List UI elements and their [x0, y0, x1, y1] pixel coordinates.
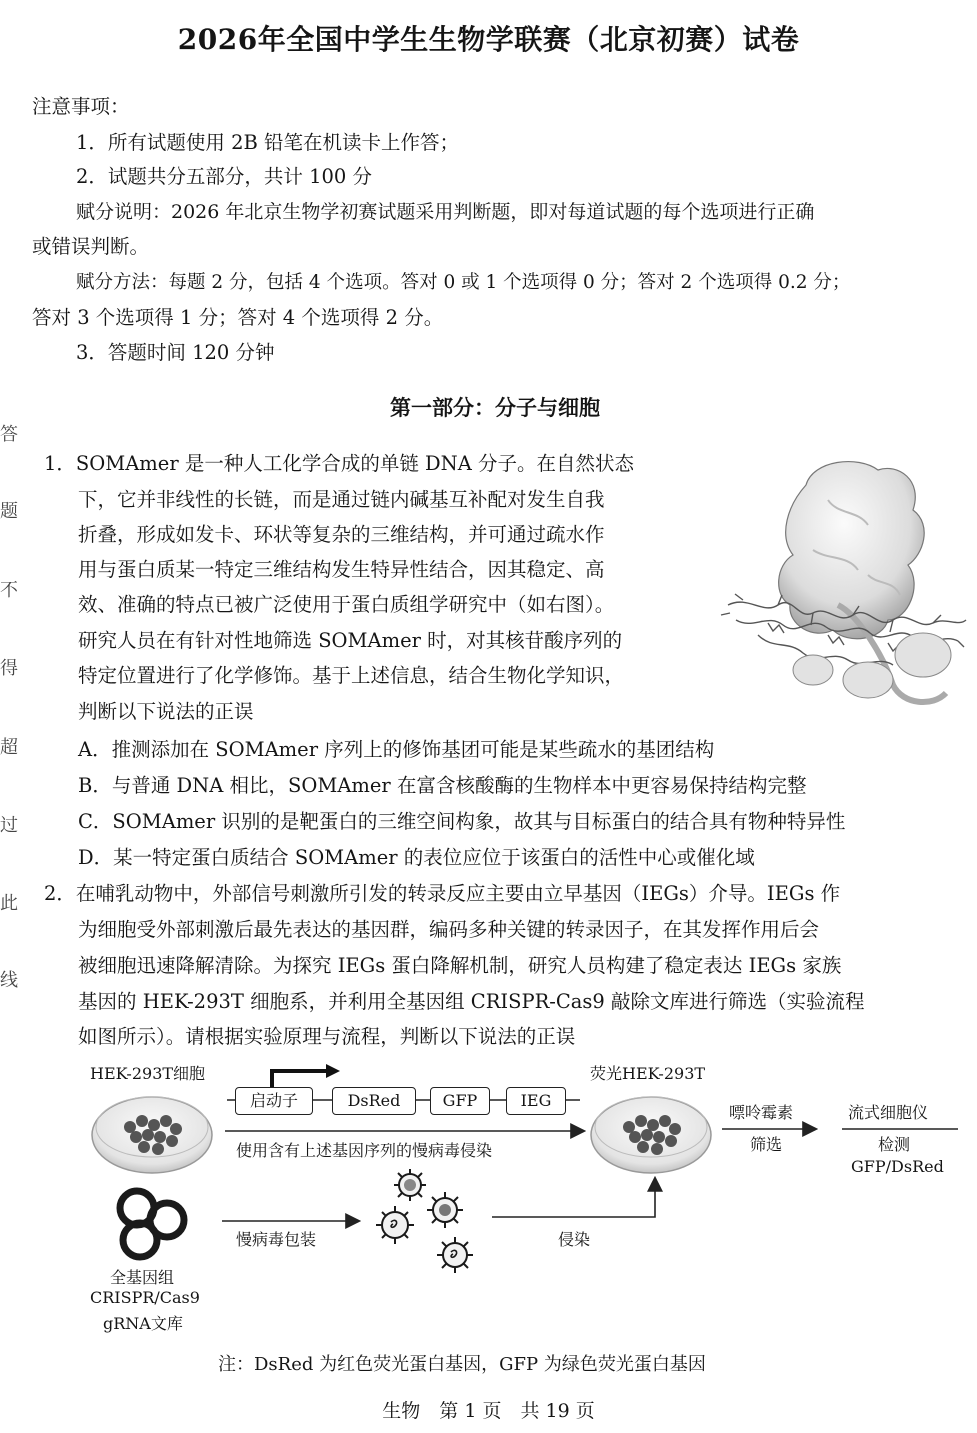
q1-line: 判断以下说法的正误: [78, 700, 254, 723]
gene-box-ieg: IEG: [506, 1087, 566, 1115]
experiment-flow-diagram: [0, 1055, 977, 1345]
gene-box-promoter: 启动子: [235, 1087, 313, 1115]
q2-line: 如图所示）。请根据实验原理与流程，判断以下说法的正误: [78, 1025, 576, 1048]
q1-line: 折叠，形成如发卡、环状等复杂的三维结构，并可通过疏水作: [78, 523, 605, 546]
q1-option-b: B．与普通 DNA 相比，SOMAmer 在富含核酸酶的生物样本中更容易保持结构完整: [78, 774, 807, 797]
somamer-protein-figure: [718, 455, 970, 717]
q1-option-c: C．SOMAmer 识别的是靶蛋白的三维空间构象，故其与目标蛋白的结合具有物种特异性: [78, 810, 846, 833]
q2-line: 基因的 HEK-293T 细胞系，并利用全基因组 CRISPR-Cas9 敲除文库进行筛选（实验流程: [78, 990, 865, 1013]
q2-line: 被细胞迅速降解清除。为探究 IEGs 蛋白降解机制，研究人员构建了稳定表达 IEGs 家族: [78, 954, 842, 977]
margin-char: 此: [0, 893, 18, 914]
q1-line: 下，它并非线性的长链，而是通过链内碱基互补配对发生自我: [78, 488, 605, 511]
notice-heading: 注意事项：: [32, 95, 130, 118]
library-label-1: 全基因组: [110, 1268, 175, 1287]
q1-line: 用与蛋白质某一特定三维结构发生特异性结合，因其稳定、高: [78, 558, 605, 581]
flow-label-1: 流式细胞仪: [848, 1103, 929, 1122]
q2-line: 为细胞受外部刺激后最先表达的基因群，编码多种关键的转录因子，在其发挥作用后会: [78, 918, 820, 941]
library-label-2: CRISPR/Cas9: [90, 1288, 200, 1307]
scoring-method-line1: 赋分方法：每题 2 分，包括 4 个选项。答对 0 或 1 个选项得 0 分；答对 2 个选项得 0.2 分；: [76, 272, 851, 293]
q1-option-a: A．推测添加在 SOMAmer 序列上的修饰基团可能是某些疏水的基团结构: [78, 738, 715, 761]
page-footer: 生物 第 1 页 共 19 页: [382, 1400, 595, 1422]
margin-char: 答: [0, 424, 18, 445]
lentivirus-icon: [376, 1169, 473, 1273]
margin-char: 超: [0, 737, 18, 758]
notice-item-2: 2．试题共分五部分，共计 100 分: [76, 165, 373, 188]
margin-char: 得: [0, 658, 18, 679]
scoring-desc-line2: 或错误判断。: [32, 235, 150, 258]
page-title: 2026年全国中学生生物学联赛（北京初赛）试卷: [177, 23, 800, 56]
infect-label: 使用含有上述基因序列的慢病毒侵染: [236, 1141, 493, 1160]
q1-line: 特定位置进行了化学修饰。基于上述信息，结合生物化学知识，: [78, 664, 625, 687]
fluor-cell-label: 荧光HEK-293T: [590, 1064, 706, 1083]
notice-item-1: 1．所有试题使用 2B 铅笔在机读卡上作答；: [76, 131, 460, 154]
cell-dish-icon: [92, 1097, 212, 1173]
q1-line: 1．SOMAmer 是一种人工化学合成的单链 DNA 分子。在自然状态: [44, 452, 635, 475]
q1-line: 研究人员在有针对性地筛选 SOMAmer 时，对其核苷酸序列的: [78, 629, 623, 652]
q1-option-d: D．某一特定蛋白质结合 SOMAmer 的表位应位于该蛋白的活性中心或催化域: [78, 846, 755, 869]
gene-box-dsred: DsRed: [332, 1087, 416, 1115]
flow-label-3: GFP/DsRed: [851, 1157, 944, 1176]
fluorescent-dish-icon: [591, 1097, 711, 1173]
scoring-method-line2: 答对 3 个选项得 1 分；答对 4 个选项得 2 分。: [32, 306, 444, 329]
section-title: 第一部分：分子与细胞: [390, 395, 600, 420]
scoring-desc-line1: 赋分说明：2026 年北京生物学初赛试题采用判断题，即对每道试题的每个选项进行正确: [76, 201, 815, 223]
package-label: 慢病毒包装: [236, 1230, 317, 1249]
infect2-arrow: [492, 1179, 655, 1217]
library-label-3: gRNA文库: [103, 1314, 183, 1333]
margin-char: 题: [0, 501, 18, 522]
diagram-note: 注：DsRed 为红色荧光蛋白基因，GFP 为绿色荧光蛋白基因: [218, 1354, 706, 1375]
q2-line: 2．在哺乳动物中，外部信号刺激所引发的转录反应主要由立早基因（IEGs）介导。IEGs 作: [44, 882, 841, 905]
grna-library-icon: [120, 1191, 184, 1257]
gene-box-gfp: GFP: [430, 1087, 490, 1115]
margin-char: 不: [0, 580, 18, 601]
q1-line: 效、准确的特点已被广泛使用于蛋白质组学研究中（如右图）。: [78, 593, 615, 616]
promoter-arrow-icon: [272, 1071, 330, 1088]
puro-label-2: 筛选: [750, 1135, 783, 1154]
flow-label-2: 检测: [878, 1135, 911, 1154]
puro-label-1: 嘌呤霉素: [729, 1103, 794, 1122]
margin-char: 线: [0, 970, 18, 991]
infect2-label: 侵染: [558, 1230, 591, 1249]
notice-item-3: 3．答题时间 120 分钟: [76, 341, 275, 364]
cell-label: HEK-293T细胞: [90, 1064, 206, 1083]
margin-char: 过: [0, 815, 18, 836]
